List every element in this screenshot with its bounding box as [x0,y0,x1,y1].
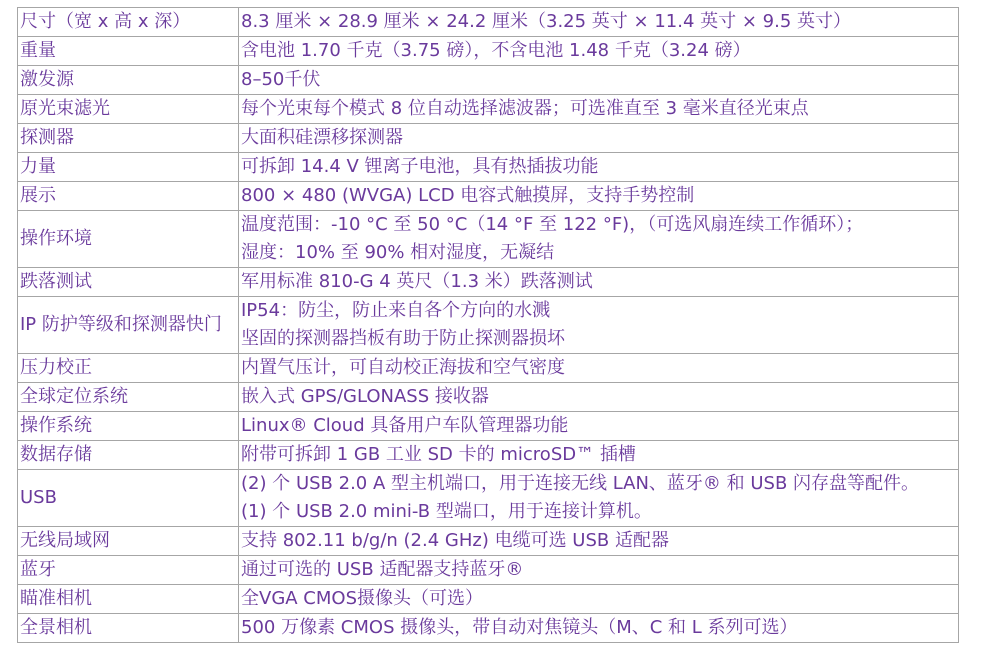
row-value [239,211,959,268]
row-label: 数据存储 [18,441,239,470]
table-row [18,354,959,383]
row-value-line: 全VGA CMOS摄像头（可选） [241,588,483,609]
row-value [239,95,959,124]
row-label: 探测器 [18,124,239,153]
row-label: 激发源 [18,66,239,95]
row-value [239,8,959,37]
row-label: 操作环境 [18,211,239,268]
row-value [239,470,959,527]
row-value-line: 军用标准 810-G 4 英尺（1.3 米）跌落测试 [241,271,593,292]
row-value [239,585,959,614]
table-row [18,585,959,614]
row-label: 原光束滤光 [18,95,239,124]
table-row [18,37,959,66]
row-label: 跌落测试 [18,268,239,297]
row-label: 瞄准相机 [18,585,239,614]
row-value-line: 内置气压计，可自动校正海拔和空气密度 [241,357,565,378]
row-value [239,182,959,211]
row-label: USB [18,470,239,527]
spec-table [17,7,959,643]
row-label: 全景相机 [18,614,239,643]
row-value [239,153,959,182]
table-row [18,297,959,354]
row-label: 力量 [18,153,239,182]
row-label: 压力校正 [18,354,239,383]
row-value-line: 500 万像素 CMOS 摄像头，带自动对焦镜头（M、C 和 L 系列可选） [241,617,798,638]
row-value-line: 湿度：10% 至 90% 相对湿度，无凝结 [241,242,555,263]
row-value [239,383,959,412]
row-value-line: 含电池 1.70 千克（3.75 磅），不含电池 1.48 千克（3.24 磅） [241,40,751,61]
row-value [239,354,959,383]
row-value-line: 嵌入式 GPS/GLONASS 接收器 [241,386,489,407]
row-value-line: 附带可拆卸 1 GB 工业 SD 卡的 microSD™ 插槽 [241,444,636,465]
row-label: 蓝牙 [18,556,239,585]
row-label: 全球定位系统 [18,383,239,412]
table-row [18,8,959,37]
table-row [18,441,959,470]
table-row [18,124,959,153]
table-row [18,383,959,412]
table-row [18,95,959,124]
row-value [239,268,959,297]
row-value-line: 大面积硅漂移探测器 [241,127,403,148]
row-value-line: IP54：防尘，防止来自各个方向的水溅 [241,300,551,321]
row-value [239,66,959,95]
row-value-line: 8–50千伏 [241,69,321,90]
row-label: 操作系统 [18,412,239,441]
row-value-line: 坚固的探测器挡板有助于防止探测器损坏 [241,328,565,349]
row-value-line: 每个光束每个模式 8 位自动选择滤波器；可选准直至 3 毫米直径光束点 [241,98,809,119]
row-value [239,527,959,556]
row-value [239,412,959,441]
row-value [239,124,959,153]
row-value-line: 可拆卸 14.4 V 锂离子电池，具有热插拔功能 [241,156,599,177]
table-row [18,527,959,556]
table-row [18,66,959,95]
row-value-line: Linux® Cloud 具备用户车队管理器功能 [241,415,569,436]
row-label: 尺寸（宽 x 高 x 深） [18,8,239,37]
row-value-line: 通过可选的 USB 适配器支持蓝牙® [241,559,524,580]
row-value-line: 支持 802.11 b/g/n (2.4 GHz) 电缆可选 USB 适配器 [241,530,669,551]
table-row [18,182,959,211]
row-value-line: 800 × 480 (WVGA) LCD 电容式触摸屏，支持手势控制 [241,185,695,206]
row-value-line: 温度范围：-10 °C 至 50 °C（14 °F 至 122 °F)，（可选风扇连续工作循环）； [241,214,864,235]
spec-table-body [18,8,959,643]
table-row [18,412,959,441]
row-label: IP 防护等级和探测器快门 [18,297,239,354]
row-value-line: 8.3 厘米 × 28.9 厘米 × 24.2 厘米（3.25 英寸 × 11.4 英寸 × 9.5 英寸） [241,11,851,32]
row-value [239,556,959,585]
table-row [18,470,959,527]
row-value-line: (1) 个 USB 2.0 mini-B 型端口，用于连接计算机。 [241,501,652,522]
row-value-line: (2) 个 USB 2.0 A 型主机端口，用于连接无线 LAN、蓝牙® 和 USB 闪存盘等配件。 [241,473,920,494]
table-row [18,153,959,182]
row-value [239,614,959,643]
row-value [239,297,959,354]
row-label: 无线局域网 [18,527,239,556]
table-row [18,556,959,585]
row-value [239,441,959,470]
row-label: 重量 [18,37,239,66]
table-row [18,614,959,643]
table-row [18,268,959,297]
row-value [239,37,959,66]
row-label: 展示 [18,182,239,211]
table-row [18,211,959,268]
